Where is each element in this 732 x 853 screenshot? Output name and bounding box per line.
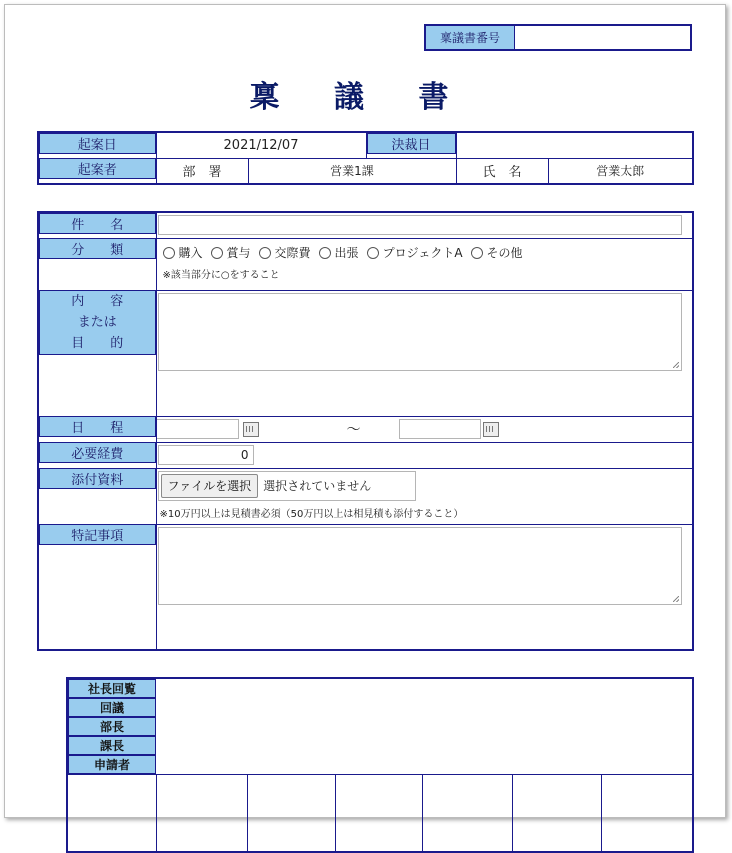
radio-project-a[interactable]: プロジェクトA bbox=[367, 244, 463, 261]
circulation-stamp-box-3[interactable] bbox=[335, 775, 422, 852]
radio-bonus[interactable]: 賞与 bbox=[211, 244, 251, 261]
attachment-cell bbox=[156, 468, 693, 524]
doc-number-box bbox=[424, 24, 692, 51]
applicant-stamp-box[interactable] bbox=[601, 775, 693, 852]
dept-label: 部 署 bbox=[182, 165, 222, 181]
radio-other[interactable]: その他 bbox=[471, 244, 523, 261]
resize-handle-icon[interactable] bbox=[673, 362, 679, 368]
president-stamp-box[interactable] bbox=[67, 775, 156, 852]
attachment-label: 添付資料 bbox=[39, 468, 156, 489]
content-textarea[interactable] bbox=[158, 293, 683, 371]
manager-stamp-box[interactable] bbox=[422, 775, 512, 852]
category-note: ※該当部分に○をすること bbox=[162, 269, 280, 281]
remarks-textarea[interactable] bbox=[158, 527, 683, 605]
radio-icon bbox=[367, 247, 379, 259]
radio-icon bbox=[259, 247, 271, 259]
content-cell bbox=[156, 290, 693, 416]
cost-cell bbox=[156, 442, 693, 468]
file-input[interactable] bbox=[158, 471, 416, 501]
page-title: 稟 議 書 bbox=[249, 80, 471, 115]
radio-purchase[interactable]: 購入 bbox=[163, 244, 203, 261]
main-form-table bbox=[37, 211, 694, 651]
calendar-icon[interactable] bbox=[243, 422, 259, 437]
decision-date-value[interactable] bbox=[456, 132, 693, 158]
manager-header: 部長 bbox=[68, 717, 156, 736]
drafter-label: 起案者 bbox=[39, 158, 156, 179]
draft-date-cell[interactable] bbox=[156, 132, 366, 158]
radio-icon bbox=[163, 247, 175, 259]
schedule-cell bbox=[156, 416, 693, 442]
content-label: 内 容 または 目 的 bbox=[39, 290, 156, 355]
radio-icon bbox=[471, 247, 483, 259]
section-chief-stamp-box[interactable] bbox=[512, 775, 601, 852]
section-chief-header: 課長 bbox=[68, 736, 156, 755]
dept-value-cell[interactable] bbox=[248, 158, 456, 184]
president-header: 社長回覧 bbox=[68, 679, 156, 698]
radio-entertainment[interactable]: 交際費 bbox=[259, 244, 311, 261]
schedule-start-input[interactable] bbox=[157, 419, 239, 439]
circulation-stamp-box-1[interactable] bbox=[156, 775, 247, 852]
subject-cell bbox=[156, 212, 693, 238]
schedule-end-input[interactable] bbox=[399, 419, 481, 439]
category-cell bbox=[156, 238, 693, 290]
name-label-cell bbox=[456, 158, 548, 184]
doc-number-label: 稟議書番号 bbox=[426, 26, 515, 49]
calendar-icon[interactable] bbox=[483, 422, 499, 437]
draft-date-value: 2021/12/07 bbox=[223, 137, 299, 153]
schedule-row bbox=[157, 417, 693, 441]
draft-date-label: 起案日 bbox=[39, 133, 156, 154]
resize-handle-icon[interactable] bbox=[673, 596, 679, 602]
decision-date-label: 決裁日 bbox=[367, 133, 456, 154]
name-value-cell[interactable] bbox=[548, 158, 693, 184]
attachment-note: ※10万円以上は見積書必須（50万円以上は相見積も添付すること） bbox=[159, 508, 464, 520]
circulation-header: 回議 bbox=[68, 698, 156, 717]
dept-label-cell bbox=[156, 158, 248, 184]
schedule-label: 日 程 bbox=[39, 416, 156, 437]
file-select-button[interactable]: ファイルを選択 bbox=[161, 474, 259, 498]
radio-business-trip[interactable]: 出張 bbox=[319, 244, 359, 261]
remarks-label: 特記事項 bbox=[39, 524, 156, 545]
name-value: 営業太郎 bbox=[596, 164, 645, 179]
file-status: 選択されていません bbox=[263, 479, 372, 493]
remarks-cell bbox=[156, 524, 693, 650]
doc-number-value[interactable] bbox=[515, 26, 690, 49]
cost-value: 0 bbox=[240, 448, 249, 462]
subject-input[interactable] bbox=[158, 215, 683, 235]
cost-input[interactable] bbox=[158, 445, 254, 465]
dept-value: 営業1課 bbox=[330, 164, 374, 179]
cost-label: 必要経費 bbox=[39, 442, 156, 463]
name-label: 氏 名 bbox=[482, 165, 522, 181]
category-label: 分 類 bbox=[39, 238, 156, 259]
subject-label: 件 名 bbox=[39, 213, 156, 234]
radio-icon bbox=[319, 247, 331, 259]
radio-icon bbox=[211, 247, 223, 259]
applicant-header: 申請者 bbox=[68, 755, 156, 774]
schedule-separator: ～ bbox=[346, 422, 361, 438]
category-options bbox=[163, 242, 693, 264]
header-info-table bbox=[37, 131, 694, 185]
circulation-stamp-box-2[interactable] bbox=[247, 775, 335, 852]
approval-table bbox=[66, 677, 694, 853]
